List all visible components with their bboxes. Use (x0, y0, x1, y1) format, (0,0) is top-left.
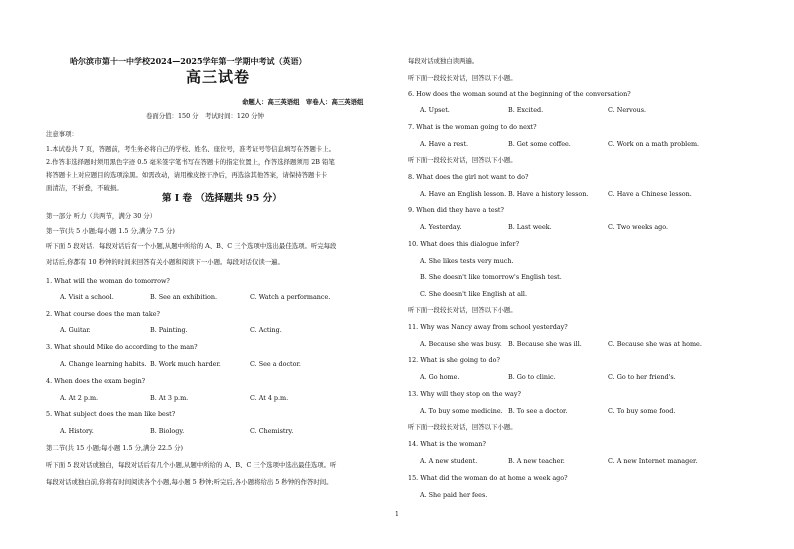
q2-option-c: C. Acting. (250, 326, 282, 334)
q6-option-b: B. Excited. (508, 106, 544, 114)
q9-option-a: A. Yesterday. (420, 223, 462, 231)
instr2-line-2: 每段对话或独白前,你将有时间阅读各个小题,每小题 5 秒钟;听完后,各小题将给出 5 秒钟的作答时间。 (46, 478, 333, 486)
q1-option-b: B. See an exhibition. (150, 293, 217, 301)
q3-option-b: B. Work much harder. (150, 360, 221, 368)
q7-option-a: A. Have a rest. (420, 140, 469, 148)
q4-option-b: B. At 3 p.m. (150, 394, 189, 402)
listen-8-instr: 听下面一段较长对话，回答以下小题。 (408, 156, 517, 164)
question-2: 2. What course does the man take? (46, 310, 160, 318)
authors-line: 命题人：高三英语组 审卷人：高三英语组 (242, 98, 364, 106)
instr1-line-2: 对话后,你都有 10 秒钟的时间来回答有关小题和阅读下一小题。每段对话仅读一遍。 (46, 258, 284, 266)
question-6: 6. How does the woman sound at the beginning of the conversation? (408, 90, 631, 98)
q6-option-c: C. Nervous. (608, 106, 647, 114)
q11-option-c: C. Because she was at home. (608, 340, 702, 348)
q13-option-a: A. To buy some medicine. (420, 407, 503, 415)
notes-line-2: 2.作答非选择题时须用黑色字迹 0.5 毫米签字笔书写在答题卡的指定位置上，作答选择题须用 2B 铅笔 (46, 158, 335, 166)
q3-option-c: C. See a doctor. (250, 360, 301, 368)
q7-option-c: C. Work on a math problem. (608, 140, 700, 148)
notes-line-4: 面清洁，不折叠，不破损。 (46, 184, 123, 192)
q12-option-a: A. Go home. (420, 373, 460, 381)
q15-option-a: A. She paid her fees. (420, 491, 488, 499)
question-4: 4. When does the exam begin? (46, 377, 146, 385)
q8-option-b: B. Have a history lesson. (508, 190, 589, 198)
notes-heading: 注意事项： (46, 130, 78, 138)
q11-option-b: B. Because she was ill. (508, 340, 582, 348)
q14-option-a: A. A new student. (420, 457, 478, 465)
q2-option-a: A. Guitar. (60, 326, 91, 334)
question-14: 14. What is the woman? (408, 440, 486, 448)
q12-option-c: C. Go to her friend's. (608, 373, 676, 381)
question-15: 15. What did the woman do at home a week ago? (408, 474, 568, 482)
listen-6-instr: 听下面一段较长对话，回答以下小题。 (408, 74, 517, 82)
section-title: 第 I 卷 （选择题共 95 分） (162, 193, 282, 204)
listen-14-instr: 听下面一段较长对话，回答以下小题。 (408, 423, 517, 431)
question-9: 9. When did they have a test? (408, 206, 504, 214)
question-13: 13. Why will they stop on the way? (408, 390, 521, 398)
q8-option-c: C. Have a Chinese lesson. (608, 190, 692, 198)
q10-option-a: A. She likes tests very much. (420, 257, 514, 265)
q5-option-b: B. Biology. (150, 427, 185, 435)
part-heading: 第一部分 听力（共两节，满分 30 分） (46, 212, 157, 220)
q14-option-c: C. A new Internet manager. (608, 457, 698, 465)
instr2-line-1: 听下面 5 段对话或独白，每段对话后有几个小题,从题中所给的 A、B、C 三个选项中选出最佳选项。听 (46, 461, 337, 469)
q3-option-a: A. Change learning habits. (60, 360, 147, 368)
question-12: 12. What is she going to do? (408, 356, 500, 364)
question-10: 10. What does this dialogue infer? (408, 240, 520, 248)
top-line: 每段对话或独白读两遍。 (408, 57, 479, 65)
q10-option-b: B. She doesn't like tomorrow's English test. (420, 273, 562, 281)
question-8: 8. What does the girl not want to do? (408, 173, 529, 181)
q14-option-b: B. A new teacher. (508, 457, 565, 465)
q12-option-b: B. Go to clinic. (508, 373, 556, 381)
q13-option-c: C. To buy some food. (608, 407, 676, 415)
q4-option-a: A. At 2 p.m. (60, 394, 99, 402)
q6-option-a: A. Upset. (420, 106, 450, 114)
question-11: 11. Why was Nancy away from school yesterday? (408, 323, 568, 331)
q1-option-a: A. Visit a school. (60, 293, 114, 301)
sub2-heading: 第二节(共 15 小题;每小题 1.5 分,满分 22.5 分) (46, 444, 183, 452)
q1-option-c: C. Watch a performance. (250, 293, 331, 301)
listen-11-instr: 听下面一段较长对话，回答以下小题。 (408, 306, 517, 314)
q9-option-b: B. Last week. (508, 223, 552, 231)
q9-option-c: C. Two weeks ago. (608, 223, 668, 231)
question-5: 5. What subject does the man like best? (46, 410, 176, 418)
page-number: 1 (395, 511, 399, 518)
instr1-line-1: 听下面 5 段对话．每段对话后有一个小题,从题中所给的 A、B、C 三个选项中选出最佳选项。听完每段 (46, 242, 337, 250)
q5-option-c: C. Chemistry. (250, 427, 294, 435)
page-title: 高三试卷 (186, 68, 251, 86)
notes-line-3: 将答题卡上对应题目的选项涂黑。如需改动，请用橡皮擦干净后，再选涂其他答案，请保持答题卡卡 (46, 171, 328, 179)
q8-option-a: A. Have an English lesson. (420, 190, 507, 198)
q2-option-b: B. Painting. (150, 326, 188, 334)
q13-option-b: B. To see a doctor. (508, 407, 568, 415)
q11-option-a: A. Because she was busy. (420, 340, 502, 348)
school-line: 哈尔滨市第十一中学校2024—2025学年第一学期中考试（英语） (70, 56, 307, 66)
q7-option-b: B. Get some coffee. (508, 140, 571, 148)
exam-meta: 卷面分值：150 分 考试时间：120 分钟 (146, 112, 264, 120)
q5-option-a: A. History. (60, 427, 94, 435)
q4-option-c: C. At 4 p.m. (250, 394, 289, 402)
question-1: 1. What will the woman do tomorrow? (46, 277, 170, 285)
question-3: 3. What should Mike do according to the man? (46, 343, 198, 351)
question-7: 7. What is the woman going to do next? (408, 123, 537, 131)
q10-option-c: C. She doesn't like English at all. (420, 290, 528, 298)
notes-line-1: 1.本试卷共 7 页，答题前，考生务必将自己的学校、姓名、座位号，准考证号等信息填写在答题卡上。 (46, 145, 336, 153)
sub1-heading: 第一节(共 5 小题;每小题 1.5 分,满分 7.5 分) (46, 227, 175, 235)
